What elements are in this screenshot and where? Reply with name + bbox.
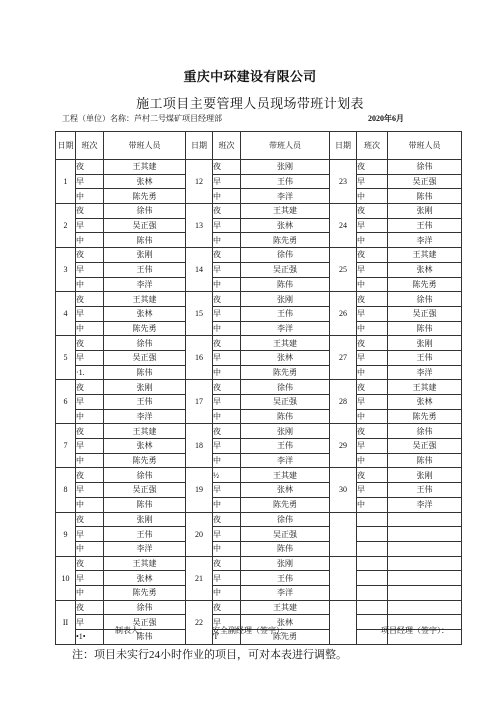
table-row xyxy=(56,527,462,542)
shift-cell xyxy=(357,600,388,615)
person-cell: 徐伟 xyxy=(241,248,330,263)
person-cell: 王伟 xyxy=(104,527,186,542)
person-cell: 王其建 xyxy=(241,204,330,219)
shift-cell: 夜 xyxy=(213,160,241,175)
shift-cell: 早 xyxy=(357,218,388,233)
table-header-row xyxy=(56,132,462,160)
day-cell xyxy=(330,512,357,556)
person-cell: 张刚 xyxy=(104,380,186,395)
shift-cell: 夜 xyxy=(213,380,241,395)
shift-cell: 中 xyxy=(213,321,241,336)
day-cell: 1 xyxy=(56,160,76,204)
table-row xyxy=(56,204,462,219)
shift-cell: 中 xyxy=(76,497,104,512)
table-row xyxy=(56,409,462,424)
shift-cell xyxy=(357,527,388,542)
table-row xyxy=(56,468,462,483)
person-cell: 王其建 xyxy=(104,292,186,307)
person-cell: 徐伟 xyxy=(241,380,330,395)
table-body xyxy=(56,160,462,645)
person-cell: 王伟 xyxy=(104,262,186,277)
day-cell: II xyxy=(56,600,76,644)
header-person: 带班人员 xyxy=(104,132,186,160)
person-cell: 王其建 xyxy=(388,248,462,263)
person-cell: 吴正强 xyxy=(241,262,330,277)
table-row xyxy=(56,248,462,263)
shift-cell: 早 xyxy=(357,483,388,498)
shift-cell: 夜 xyxy=(76,292,104,307)
shift-cell: 中 xyxy=(213,189,241,204)
shift-cell xyxy=(357,585,388,600)
day-cell: 19 xyxy=(186,468,213,512)
table-row xyxy=(56,306,462,321)
header-shift: 班次 xyxy=(76,132,104,160)
person-cell: 王伟 xyxy=(388,483,462,498)
shift-cell: 夜 xyxy=(357,204,388,219)
person-cell: 李洋 xyxy=(241,321,330,336)
shift-cell: 早 xyxy=(76,527,104,542)
person-cell: 徐伟 xyxy=(104,468,186,483)
day-cell: 8 xyxy=(56,468,76,512)
person-cell: 吴正强 xyxy=(104,350,186,365)
person-cell xyxy=(388,512,462,527)
person-cell: 徐伟 xyxy=(388,160,462,175)
person-cell: 张刚 xyxy=(241,160,330,175)
person-cell xyxy=(388,527,462,542)
header-person: 带班人员 xyxy=(388,132,462,160)
day-cell: 26 xyxy=(330,292,357,336)
person-cell: 陈伟 xyxy=(241,541,330,556)
shift-cell: 夜 xyxy=(357,380,388,395)
person-cell: 徐伟 xyxy=(388,292,462,307)
table-row xyxy=(56,541,462,556)
shift-cell: 中 xyxy=(213,585,241,600)
table-row xyxy=(56,218,462,233)
person-cell: 陈伟 xyxy=(388,321,462,336)
shift-cell: 早 xyxy=(213,174,241,189)
person-cell: 张刚 xyxy=(241,556,330,571)
person-cell: 王其建 xyxy=(241,336,330,351)
person-cell: 张林 xyxy=(104,439,186,454)
person-cell: 王伟 xyxy=(388,350,462,365)
shift-cell: 中 xyxy=(357,453,388,468)
person-cell: 张林 xyxy=(104,174,186,189)
shift-cell: 中 xyxy=(213,365,241,380)
shift-cell: 中 xyxy=(76,585,104,600)
table-row xyxy=(56,453,462,468)
day-cell: 6 xyxy=(56,380,76,424)
person-cell: 陈伟 xyxy=(241,277,330,292)
shift-cell: 早 xyxy=(213,350,241,365)
shift-cell: 夜 xyxy=(357,160,388,175)
document-title: 施工项目主要管理人员现场带班计划表 xyxy=(136,96,364,111)
person-cell: 张刚 xyxy=(388,204,462,219)
person-cell: 陈伟 xyxy=(388,453,462,468)
shift-cell: 夜 xyxy=(213,512,241,527)
person-cell: 张林 xyxy=(241,483,330,498)
table-row xyxy=(56,277,462,292)
person-cell: 王其建 xyxy=(104,556,186,571)
adjustment-note: 注：项目未实行24小时作业的项目，可对本表进行调整。 xyxy=(72,649,347,661)
person-cell xyxy=(388,541,462,556)
person-cell: 吴正强 xyxy=(388,306,462,321)
shift-cell: 早 xyxy=(76,395,104,410)
shift-cell: 早 xyxy=(76,483,104,498)
person-cell: 吴正强 xyxy=(104,218,186,233)
person-cell: 张林 xyxy=(104,306,186,321)
day-cell: 3 xyxy=(56,248,76,292)
shift-cell: 夜 xyxy=(357,292,388,307)
person-cell: 李洋 xyxy=(241,189,330,204)
day-cell: 2 xyxy=(56,204,76,248)
shift-cell: ·1. xyxy=(76,365,104,380)
shift-cell: 早 xyxy=(213,527,241,542)
person-cell: 徐伟 xyxy=(241,512,330,527)
shift-cell: 夜 xyxy=(357,336,388,351)
day-cell: 14 xyxy=(186,248,213,292)
shift-schedule-table xyxy=(55,131,462,645)
person-cell: 吴正强 xyxy=(388,174,462,189)
person-cell: 陈伟 xyxy=(388,189,462,204)
day-cell: 24 xyxy=(330,204,357,248)
person-cell: 王伟 xyxy=(241,439,330,454)
project-manager-signature-label: 项目经理（签字）： xyxy=(381,626,449,635)
person-cell: 李洋 xyxy=(241,585,330,600)
table-row xyxy=(56,365,462,380)
shift-cell: 夜 xyxy=(76,336,104,351)
table-row xyxy=(56,233,462,248)
shift-cell: 夜 xyxy=(357,424,388,439)
shift-cell: 夜 xyxy=(76,160,104,175)
person-cell: 陈先勇 xyxy=(388,409,462,424)
person-cell: 徐伟 xyxy=(104,204,186,219)
person-cell: 吴正强 xyxy=(104,615,186,630)
shift-cell: 夜 xyxy=(76,556,104,571)
person-cell: 张刚 xyxy=(241,292,330,307)
person-cell: 吴正强 xyxy=(388,439,462,454)
person-cell: 张林 xyxy=(388,262,462,277)
person-cell: 王其建 xyxy=(241,468,330,483)
shift-cell: 早 xyxy=(213,615,241,630)
table-maker-label: 制表人： xyxy=(115,626,147,635)
shift-cell: 夜 xyxy=(76,600,104,615)
person-cell: 张刚 xyxy=(388,468,462,483)
day-cell: 12 xyxy=(186,160,213,204)
shift-cell xyxy=(357,541,388,556)
shift-cell: 早 xyxy=(213,306,241,321)
shift-cell: 夜 xyxy=(357,468,388,483)
day-cell: 21 xyxy=(186,556,213,600)
person-cell: 李洋 xyxy=(388,365,462,380)
shift-cell: ½ xyxy=(213,468,241,483)
table-row xyxy=(56,174,462,189)
shift-cell: 中 xyxy=(357,277,388,292)
person-cell: 徐伟 xyxy=(104,600,186,615)
table-row xyxy=(56,262,462,277)
shift-cell: 夜 xyxy=(213,292,241,307)
person-cell: 陈伟 xyxy=(104,630,186,645)
day-cell: 22 xyxy=(186,600,213,644)
person-cell: 王其建 xyxy=(104,424,186,439)
table-row xyxy=(56,585,462,600)
shift-cell: 中 xyxy=(76,453,104,468)
person-cell: 张林 xyxy=(104,571,186,586)
shift-cell: 中 xyxy=(357,497,388,512)
day-cell: 28 xyxy=(330,380,357,424)
person-cell: 王伟 xyxy=(241,174,330,189)
shift-cell: 夜 xyxy=(213,600,241,615)
person-cell: 王伟 xyxy=(388,218,462,233)
shift-cell: 夜 xyxy=(357,248,388,263)
person-cell: 陈伟 xyxy=(241,409,330,424)
shift-cell: 早 xyxy=(357,350,388,365)
person-cell: 陈先勇 xyxy=(241,497,330,512)
person-cell: 张刚 xyxy=(104,512,186,527)
day-cell: 29 xyxy=(330,424,357,468)
day-cell: 30 xyxy=(330,468,357,512)
day-cell: 17 xyxy=(186,380,213,424)
day-cell: 20 xyxy=(186,512,213,556)
shift-cell: 早 xyxy=(357,262,388,277)
person-cell: 吴正强 xyxy=(241,395,330,410)
table-row xyxy=(56,336,462,351)
person-cell: 王其建 xyxy=(388,380,462,395)
table-row xyxy=(56,571,462,586)
shift-cell: 早 xyxy=(357,395,388,410)
table-row xyxy=(56,600,462,615)
person-cell: 陈先勇 xyxy=(104,189,186,204)
person-cell: 陈先勇 xyxy=(104,453,186,468)
shift-cell: 中 xyxy=(213,453,241,468)
person-cell: 张刚 xyxy=(104,248,186,263)
person-cell xyxy=(388,585,462,600)
day-cell: 7 xyxy=(56,424,76,468)
day-cell xyxy=(330,600,357,644)
table-row xyxy=(56,380,462,395)
day-cell: 16 xyxy=(186,336,213,380)
project-name-label: 工程（单位）名称：芦村二号煤矿项目经理部 xyxy=(62,114,222,123)
shift-cell xyxy=(357,512,388,527)
shift-cell: 夜 xyxy=(76,512,104,527)
day-cell: 27 xyxy=(330,336,357,380)
shift-cell: 中 xyxy=(76,189,104,204)
person-cell: 王其建 xyxy=(104,160,186,175)
shift-cell: 中 xyxy=(213,409,241,424)
table-row xyxy=(56,439,462,454)
shift-cell: 中 xyxy=(357,233,388,248)
shift-cell: 早 xyxy=(76,439,104,454)
shift-cell: 早 xyxy=(357,439,388,454)
shift-cell: 中 xyxy=(357,189,388,204)
shift-cell: 中 xyxy=(357,365,388,380)
person-cell: 李洋 xyxy=(388,497,462,512)
shift-cell: 中 xyxy=(213,541,241,556)
schedule-date: 2020年6月 xyxy=(368,114,404,123)
shift-cell: 夜 xyxy=(213,424,241,439)
shift-cell: 夜 xyxy=(76,380,104,395)
person-cell: 陈伟 xyxy=(104,365,186,380)
shift-cell: 中 xyxy=(213,277,241,292)
person-cell: 张林 xyxy=(241,350,330,365)
shift-cell: 中 xyxy=(357,409,388,424)
shift-cell: 中 xyxy=(76,321,104,336)
person-cell: 李洋 xyxy=(388,233,462,248)
shift-cell: 夜 xyxy=(76,248,104,263)
shift-cell: 中 xyxy=(213,497,241,512)
person-cell xyxy=(388,556,462,571)
person-cell: 张林 xyxy=(241,615,330,630)
shift-cell: 早 xyxy=(213,439,241,454)
shift-cell: 早 xyxy=(76,306,104,321)
day-cell: 23 xyxy=(330,160,357,204)
shift-cell xyxy=(357,556,388,571)
shift-cell xyxy=(357,571,388,586)
shift-cell: 夜 xyxy=(76,204,104,219)
person-cell: 张刚 xyxy=(388,336,462,351)
person-cell: 李洋 xyxy=(104,409,186,424)
header-date: 日期 xyxy=(330,132,357,160)
header-date: 日期 xyxy=(186,132,213,160)
header-date: 日期 xyxy=(56,132,76,160)
day-cell: 9 xyxy=(56,512,76,556)
header-person: 带班人员 xyxy=(241,132,330,160)
shift-cell: 早 xyxy=(213,483,241,498)
table-row xyxy=(56,483,462,498)
shift-cell: 夜 xyxy=(213,204,241,219)
person-cell: 徐伟 xyxy=(388,424,462,439)
day-cell: 18 xyxy=(186,424,213,468)
shift-cell: 中 xyxy=(76,409,104,424)
header-shift: 班次 xyxy=(213,132,241,160)
person-cell xyxy=(388,571,462,586)
table-row xyxy=(56,424,462,439)
table-row xyxy=(56,321,462,336)
person-cell: 吴正强 xyxy=(241,527,330,542)
day-cell: 13 xyxy=(186,204,213,248)
header-shift: 班次 xyxy=(357,132,388,160)
day-cell xyxy=(330,556,357,600)
day-cell: 15 xyxy=(186,292,213,336)
person-cell: 张林 xyxy=(241,218,330,233)
person-cell: 王伟 xyxy=(104,395,186,410)
shift-cell: 中 xyxy=(213,233,241,248)
company-name: 重庆中环建设有限公司 xyxy=(183,69,317,84)
person-cell: 李洋 xyxy=(241,453,330,468)
person-cell: 张林 xyxy=(388,395,462,410)
shift-cell: •1• xyxy=(76,630,104,645)
shift-cell: 早 xyxy=(213,395,241,410)
person-cell: 陈先勇 xyxy=(241,365,330,380)
shift-cell: 早 xyxy=(76,218,104,233)
person-cell: 王伟 xyxy=(241,571,330,586)
person-cell: 陈先勇 xyxy=(241,233,330,248)
day-cell: 5 xyxy=(56,336,76,380)
day-cell: 25 xyxy=(330,248,357,292)
person-cell: 吴正强 xyxy=(104,483,186,498)
shift-cell: 夜 xyxy=(76,468,104,483)
person-cell: 王伟 xyxy=(241,306,330,321)
person-cell: 王其建 xyxy=(241,600,330,615)
person-cell: 李洋 xyxy=(104,277,186,292)
person-cell xyxy=(388,600,462,615)
person-cell: 李洋 xyxy=(104,541,186,556)
shift-cell: 早 xyxy=(76,615,104,630)
shift-cell: 中 xyxy=(76,277,104,292)
shift-cell: 早 xyxy=(357,174,388,189)
person-cell: 陈伟 xyxy=(104,233,186,248)
shift-cell: 早 xyxy=(213,571,241,586)
safety-manager-signature-label: 安全副经理（签字）： xyxy=(212,626,288,635)
shift-cell: 夜 xyxy=(213,336,241,351)
person-cell: 陈伟 xyxy=(104,497,186,512)
shift-cell: 早 xyxy=(357,306,388,321)
person-cell: 徐伟 xyxy=(104,336,186,351)
person-cell: 陈先勇 xyxy=(241,630,330,645)
shift-cell: 'I' xyxy=(213,630,241,645)
person-cell: 陈先勇 xyxy=(104,585,186,600)
shift-cell: 夜 xyxy=(213,556,241,571)
shift-cell: 夜 xyxy=(213,248,241,263)
shift-cell: 早 xyxy=(76,262,104,277)
day-cell: 10 xyxy=(56,556,76,600)
table-row xyxy=(56,292,462,307)
shift-cell: 早 xyxy=(76,350,104,365)
shift-cell: 中 xyxy=(357,321,388,336)
table-row xyxy=(56,497,462,512)
person-cell: 张刚 xyxy=(241,424,330,439)
shift-cell: 夜 xyxy=(76,424,104,439)
table-row xyxy=(56,395,462,410)
shift-cell: 早 xyxy=(76,571,104,586)
table-row xyxy=(56,512,462,527)
table-row xyxy=(56,350,462,365)
shift-cell: 早 xyxy=(213,218,241,233)
shift-cell: 中 xyxy=(76,233,104,248)
shift-cell: 中 xyxy=(76,541,104,556)
table-row xyxy=(56,160,462,175)
person-cell: 陈先勇 xyxy=(104,321,186,336)
shift-cell: 早 xyxy=(76,174,104,189)
table-row xyxy=(56,556,462,571)
table-row xyxy=(56,189,462,204)
day-cell: 4 xyxy=(56,292,76,336)
shift-cell: 早 xyxy=(213,262,241,277)
person-cell: 陈先勇 xyxy=(388,277,462,292)
